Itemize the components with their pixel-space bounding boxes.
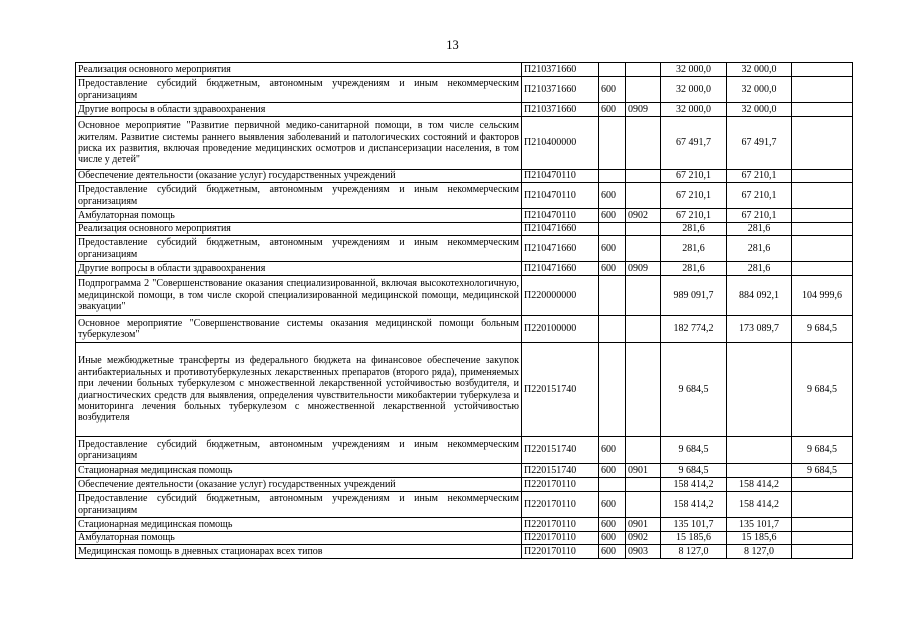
table-row (76, 464, 853, 478)
row-amount-regional: 884 092,1 (727, 276, 792, 316)
row-amount-total: 15 185,6 (661, 532, 727, 545)
row-expense-type (599, 223, 626, 236)
row-subsection: 0901 (626, 518, 661, 532)
row-amount-total: 989 091,7 (661, 276, 727, 316)
row-code: П220170110 (522, 478, 599, 492)
row-subsection: 0909 (626, 262, 661, 276)
row-amount-federal: 9 684,5 (792, 437, 853, 464)
row-amount-total: 9 684,5 (661, 343, 727, 437)
row-amount-total: 67 210,1 (661, 183, 727, 209)
row-amount-federal: 9 684,5 (792, 316, 853, 343)
row-amount-federal (792, 532, 853, 545)
row-amount-federal (792, 262, 853, 276)
row-amount-total: 32 000,0 (661, 103, 727, 117)
row-amount-regional (727, 437, 792, 464)
row-amount-total: 32 000,0 (661, 77, 727, 103)
table-row (76, 532, 853, 545)
row-expense-type (599, 343, 626, 437)
row-amount-total: 158 414,2 (661, 478, 727, 492)
table-row (76, 183, 853, 209)
row-amount-total: 9 684,5 (661, 437, 727, 464)
row-expense-type: 600 (599, 464, 626, 478)
row-amount-regional: 67 210,1 (727, 183, 792, 209)
row-description: Предоставление субсидий бюджетным, автономным учреждениям и иным некоммерческим организациям (76, 437, 522, 464)
row-subsection (626, 478, 661, 492)
row-expense-type: 600 (599, 209, 626, 223)
row-description: Подпрограмма 2 "Совершенствование оказания специализированной, включая высокотехнологичную, медицинской помощи, в том числе скорой специализированной медицинской помощи, медицинской эвакуации" (76, 276, 522, 316)
row-code: П220100000 (522, 316, 599, 343)
table-row (76, 276, 853, 316)
row-description: Иные межбюджетные трансферты из федерального бюджета на финансовое обеспечение закупок антибактериальных и противотуберкулезных лекарственных препаратов (второго ряда), применяемых при лечении больных туберкулезом с множественной лекарственной устойчивостью возбудителя, и диагностических средств для выявления, определения чувствительности микобактерии туберкулеза и мониторинга лечения больных туберкулезом с множественной лекарственной устойчивостью возбудителя (76, 343, 522, 437)
row-description: Обеспечение деятельности (оказание услуг) государственных учреждений (76, 478, 522, 492)
row-expense-type: 600 (599, 437, 626, 464)
row-amount-total: 281,6 (661, 236, 727, 262)
row-subsection (626, 63, 661, 77)
row-subsection (626, 223, 661, 236)
row-code: П220170110 (522, 518, 599, 532)
row-expense-type: 600 (599, 518, 626, 532)
row-subsection (626, 170, 661, 183)
row-expense-type (599, 117, 626, 170)
row-expense-type: 600 (599, 77, 626, 103)
row-expense-type (599, 316, 626, 343)
row-expense-type: 600 (599, 262, 626, 276)
row-amount-federal (792, 236, 853, 262)
row-amount-total: 32 000,0 (661, 63, 727, 77)
row-expense-type (599, 170, 626, 183)
row-amount-regional (727, 343, 792, 437)
row-description: Основное мероприятие "Развитие первичной медико-санитарной помощи, в том числе сельским жителям. Развитие системы раннего выявления заболеваний и патологических состояний и факторов риска их развития, включая проведение медицинских осмотров и диспансеризации населения, в том числе у детей" (76, 117, 522, 170)
row-description: Реализация основного мероприятия (76, 223, 522, 236)
row-description: Стационарная медицинская помощь (76, 518, 522, 532)
row-expense-type (599, 63, 626, 77)
row-amount-regional: 32 000,0 (727, 63, 792, 77)
row-code: П220151740 (522, 464, 599, 478)
row-amount-federal (792, 77, 853, 103)
row-expense-type: 600 (599, 183, 626, 209)
row-description: Реализация основного мероприятия (76, 63, 522, 77)
row-subsection: 0902 (626, 209, 661, 223)
row-amount-total: 9 684,5 (661, 464, 727, 478)
row-amount-total: 67 210,1 (661, 170, 727, 183)
row-description: Амбулаторная помощь (76, 209, 522, 223)
row-expense-type (599, 276, 626, 316)
row-subsection (626, 437, 661, 464)
row-amount-federal: 9 684,5 (792, 464, 853, 478)
row-amount-federal (792, 545, 853, 559)
row-amount-federal: 9 684,5 (792, 343, 853, 437)
row-amount-federal (792, 223, 853, 236)
row-code: П220151740 (522, 437, 599, 464)
row-amount-federal (792, 209, 853, 223)
row-code: П220151740 (522, 343, 599, 437)
table-body (76, 63, 853, 559)
row-description: Предоставление субсидий бюджетным, автономным учреждениям и иным некоммерческим организациям (76, 77, 522, 103)
row-code: П210400000 (522, 117, 599, 170)
row-subsection (626, 276, 661, 316)
budget-table (75, 62, 853, 559)
table-row (76, 103, 853, 117)
row-code: П210371660 (522, 103, 599, 117)
row-amount-total: 182 774,2 (661, 316, 727, 343)
row-amount-federal (792, 183, 853, 209)
table-row (76, 236, 853, 262)
row-amount-federal (792, 518, 853, 532)
row-amount-federal (792, 63, 853, 77)
row-amount-total: 281,6 (661, 223, 727, 236)
table-row (76, 77, 853, 103)
row-amount-regional: 281,6 (727, 223, 792, 236)
row-description: Другие вопросы в области здравоохранения (76, 103, 522, 117)
table-row (76, 343, 853, 437)
row-amount-total: 158 414,2 (661, 492, 727, 518)
row-amount-regional: 281,6 (727, 236, 792, 262)
row-amount-total: 67 210,1 (661, 209, 727, 223)
row-code: П210471660 (522, 236, 599, 262)
row-amount-federal (792, 492, 853, 518)
row-amount-regional: 135 101,7 (727, 518, 792, 532)
row-code: П210371660 (522, 63, 599, 77)
row-amount-federal (792, 478, 853, 492)
row-amount-regional: 32 000,0 (727, 77, 792, 103)
row-amount-federal (792, 170, 853, 183)
table-row (76, 117, 853, 170)
row-description: Стационарная медицинская помощь (76, 464, 522, 478)
row-subsection: 0902 (626, 532, 661, 545)
row-amount-regional: 15 185,6 (727, 532, 792, 545)
table-row (76, 545, 853, 559)
row-subsection (626, 183, 661, 209)
row-amount-federal (792, 117, 853, 170)
row-expense-type: 600 (599, 103, 626, 117)
row-code: П210470110 (522, 209, 599, 223)
row-amount-regional: 67 210,1 (727, 209, 792, 223)
row-amount-regional: 67 210,1 (727, 170, 792, 183)
row-code: П210471660 (522, 223, 599, 236)
row-amount-regional: 281,6 (727, 262, 792, 276)
row-expense-type: 600 (599, 492, 626, 518)
row-subsection (626, 492, 661, 518)
row-expense-type (599, 478, 626, 492)
row-description: Предоставление субсидий бюджетным, автономным учреждениям и иным некоммерческим организациям (76, 183, 522, 209)
row-amount-regional: 158 414,2 (727, 478, 792, 492)
row-amount-regional: 32 000,0 (727, 103, 792, 117)
row-subsection (626, 117, 661, 170)
table-row (76, 492, 853, 518)
table-row (76, 209, 853, 223)
row-amount-regional: 158 414,2 (727, 492, 792, 518)
row-subsection: 0901 (626, 464, 661, 478)
row-expense-type: 600 (599, 532, 626, 545)
row-code: П210470110 (522, 170, 599, 183)
row-description: Амбулаторная помощь (76, 532, 522, 545)
row-subsection (626, 236, 661, 262)
row-amount-total: 8 127,0 (661, 545, 727, 559)
row-code: П220170110 (522, 545, 599, 559)
row-description: Обеспечение деятельности (оказание услуг) государственных учреждений (76, 170, 522, 183)
table-row (76, 223, 853, 236)
row-description: Предоставление субсидий бюджетным, автономным учреждениям и иным некоммерческим организациям (76, 492, 522, 518)
page-number: 13 (446, 38, 459, 52)
row-amount-regional (727, 464, 792, 478)
row-description: Основное мероприятие "Совершенствование системы оказания медицинской помощи больным туберкулезом" (76, 316, 522, 343)
row-expense-type: 600 (599, 545, 626, 559)
row-amount-federal (792, 103, 853, 117)
table-row (76, 437, 853, 464)
table-row (76, 262, 853, 276)
row-description: Другие вопросы в области здравоохранения (76, 262, 522, 276)
table-row (76, 518, 853, 532)
row-amount-federal: 104 999,6 (792, 276, 853, 316)
row-code: П220170110 (522, 492, 599, 518)
table-row (76, 478, 853, 492)
row-code: П210471660 (522, 262, 599, 276)
row-code: П220170110 (522, 532, 599, 545)
row-subsection: 0909 (626, 103, 661, 117)
row-amount-total: 281,6 (661, 262, 727, 276)
row-amount-total: 67 491,7 (661, 117, 727, 170)
row-code: П210470110 (522, 183, 599, 209)
row-amount-regional: 8 127,0 (727, 545, 792, 559)
row-subsection: 0903 (626, 545, 661, 559)
row-amount-regional: 67 491,7 (727, 117, 792, 170)
row-amount-total: 135 101,7 (661, 518, 727, 532)
row-description: Медицинская помощь в дневных стационарах всех типов (76, 545, 522, 559)
row-subsection (626, 77, 661, 103)
row-code: П210371660 (522, 77, 599, 103)
table-row (76, 63, 853, 77)
table-row (76, 316, 853, 343)
row-amount-regional: 173 089,7 (727, 316, 792, 343)
table-row (76, 170, 853, 183)
row-subsection (626, 316, 661, 343)
row-code: П220000000 (522, 276, 599, 316)
row-description: Предоставление субсидий бюджетным, автономным учреждениям и иным некоммерческим организациям (76, 236, 522, 262)
row-subsection (626, 343, 661, 437)
row-expense-type: 600 (599, 236, 626, 262)
